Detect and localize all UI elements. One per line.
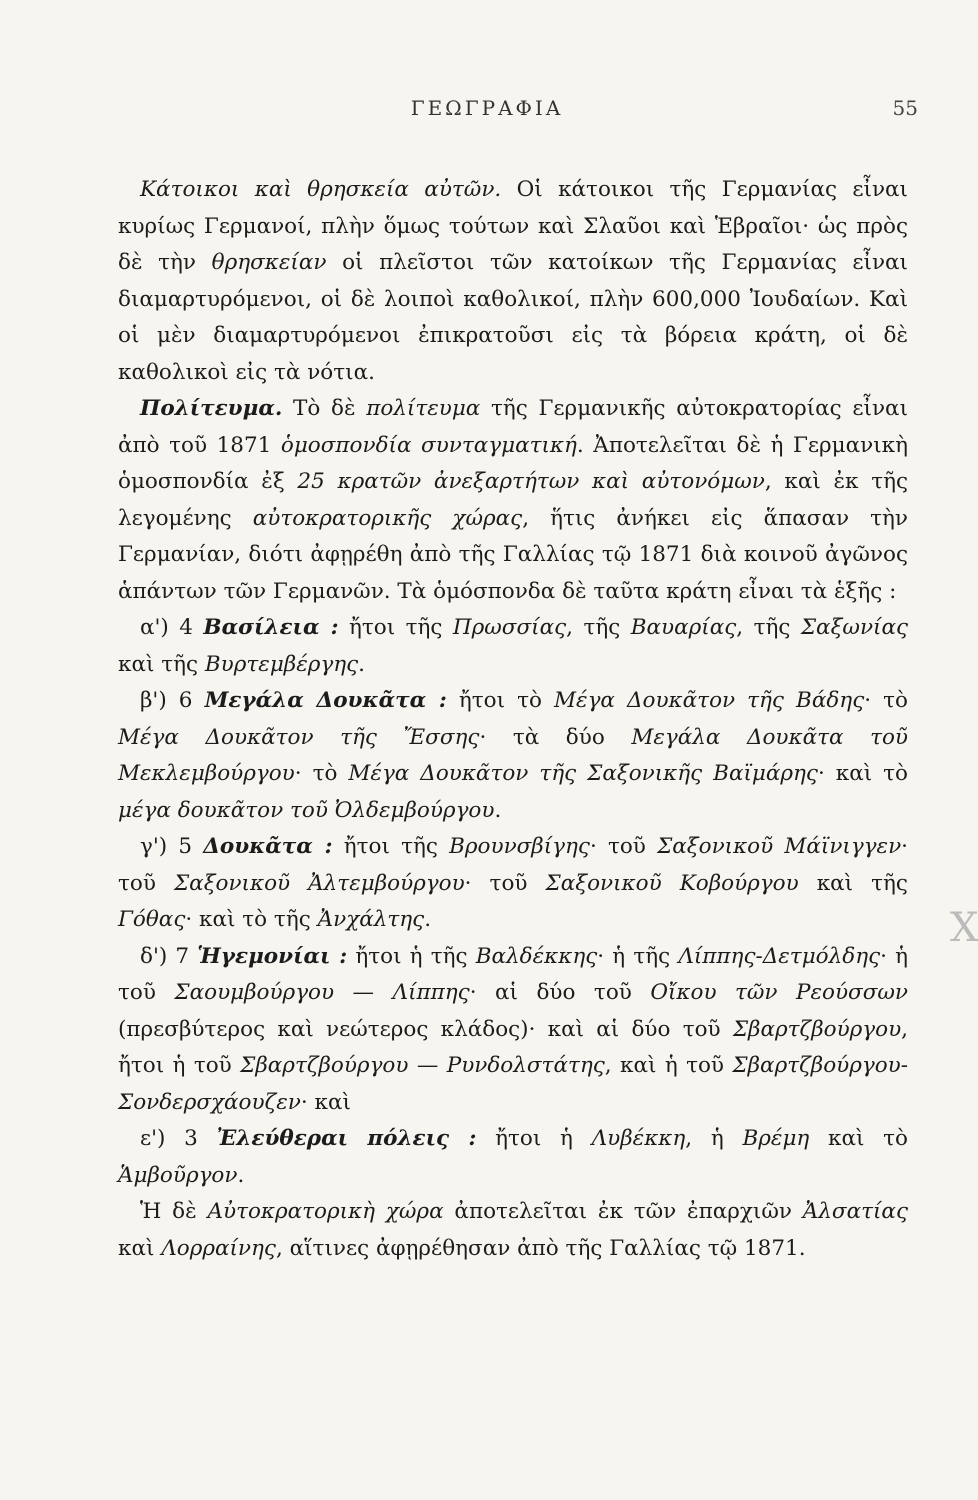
margin-mark: X bbox=[950, 905, 978, 951]
section-lead-inhabitants: Κάτοικοι καὶ θρησκεία αὐτῶν. bbox=[140, 177, 502, 202]
text-run: · τοῦ bbox=[464, 870, 546, 896]
bold-italic-run: Μεγάλα Δουκᾶτα : bbox=[204, 688, 447, 713]
italic-run: Βαλδέκκης bbox=[475, 943, 598, 969]
italic-run: ὁμοσπονδία συνταγματική bbox=[280, 432, 577, 458]
italic-run: πολίτευμα bbox=[366, 396, 481, 421]
page-number: 55 bbox=[892, 96, 918, 120]
italic-run: θρησκείαν bbox=[211, 250, 327, 275]
italic-run: Μέγα Δουκᾶτον τῆς Σαξονικῆς Βαϊμάρης bbox=[348, 761, 818, 786]
text-run: · τοῦ bbox=[118, 834, 908, 896]
paragraph-imperial-territory bbox=[118, 1194, 908, 1267]
text-run: α') 4 bbox=[140, 615, 204, 640]
italic-run: μέγα δουκᾶτον τοῦ Ὀλδεμβούργου bbox=[118, 797, 495, 823]
text-run: ἤτοι τὸ bbox=[446, 688, 555, 713]
italic-run: Αὐτοκρατορικὴ χώρα bbox=[207, 1199, 444, 1224]
text-run: . bbox=[494, 797, 502, 823]
italic-run: Σβαρτζβούργου bbox=[732, 1016, 902, 1042]
text-run: καὶ τὸ bbox=[809, 1126, 908, 1151]
text-run: · καὶ τὸ bbox=[817, 761, 908, 786]
body-text bbox=[118, 172, 908, 1267]
text-run: . bbox=[358, 651, 366, 677]
text-run: · ἡ τῆς bbox=[597, 943, 679, 969]
running-title: ΓΕΩΓΡΑΦΙΑ bbox=[410, 96, 564, 120]
text-run: οἱ πλεῖστοι τῶν κατοίκων τῆς Γερμανίας εἶναι διαμαρτυρόμενοι, οἱ δὲ λοιποὶ καθολικοί, πλὴν 600,000 Ἰουδαίων. Καὶ οἱ μὲν διαμαρτυρόμενοι ἐπικρατοῦσι εἰς τὰ βόρεια κράτη, οἱ δὲ καθολικοὶ εἰς τὰ νότια. bbox=[118, 250, 908, 385]
list-item-principalities bbox=[118, 939, 908, 1122]
paragraph-inhabitants bbox=[118, 172, 908, 391]
text-run: , ἤτοι ἡ τοῦ bbox=[118, 1016, 908, 1078]
text-run: · τὸ bbox=[864, 688, 908, 713]
list-item-grand-duchies bbox=[118, 683, 908, 829]
text-run: · καὶ τὸ τῆς bbox=[185, 907, 318, 932]
bold-italic-run: Ἐλεύθεραι πόλεις : bbox=[216, 1126, 477, 1151]
text-run: ἤτοι ἡ τῆς bbox=[347, 943, 476, 969]
text-run: (πρεσβύτερος καὶ νεώτερος κλάδος)· καὶ αἱ δύο τοῦ bbox=[118, 1016, 733, 1042]
text-run: . bbox=[237, 1162, 245, 1188]
list-item-kingdoms bbox=[118, 610, 908, 683]
text-run: ἤτοι ἡ bbox=[476, 1126, 592, 1151]
paragraph-polity bbox=[118, 391, 908, 610]
text-run: καὶ bbox=[118, 1235, 162, 1261]
italic-run: Λυβέκκη bbox=[591, 1126, 686, 1151]
italic-run: αὐτοκρατορικῆς χώρας bbox=[252, 505, 523, 531]
italic-run: Ἀλσατίας bbox=[802, 1199, 908, 1224]
italic-run: Πρωσσίας bbox=[452, 615, 567, 640]
italic-run: Γόθας bbox=[118, 907, 186, 932]
italic-run: Σβαρτζβούργου — Ρυνδολστάτης bbox=[240, 1053, 605, 1078]
italic-run: Βαυαρίας bbox=[630, 615, 737, 640]
italic-run: Βυρτεμβέργης bbox=[204, 651, 359, 677]
section-lead-polity: Πολίτευμα. bbox=[140, 396, 283, 421]
bold-italic-run: Βασίλεια : bbox=[203, 615, 339, 640]
text-run: Οἱ κάτοικοι τῆς Γερμανίας εἶναι κυρίως Γερμανοί, πλὴν ὅμως τούτων καὶ Σλαῦοι καὶ Ἑβραῖοι· ὡς πρὸς δὲ τὴν bbox=[118, 177, 908, 275]
text-run: τῆς Γερμανικῆς αὐτοκρατορίας εἶναι ἀπὸ τοῦ 1871 bbox=[118, 396, 908, 458]
text-run: , ἡ bbox=[685, 1126, 743, 1151]
bold-italic-run: Δουκᾶτα : bbox=[203, 834, 333, 859]
bold-italic-run: Ἡγεμονίαι : bbox=[197, 943, 348, 969]
italic-run: Λορραίνης bbox=[161, 1235, 276, 1261]
italic-run: Μέγα Δουκᾶτον τῆς Βάδης bbox=[554, 688, 865, 713]
text-run: · τὸ bbox=[294, 761, 349, 786]
italic-run: Σαξονικοῦ Κοβούργου bbox=[545, 870, 799, 896]
page-header bbox=[0, 96, 974, 136]
italic-run: Σβαρτζβούργου-Σονδερσχάουζεν bbox=[118, 1053, 908, 1115]
text-run: Τὸ δὲ bbox=[282, 396, 367, 421]
italic-run: Σαουμβούργου — Λίππης bbox=[174, 980, 470, 1005]
text-run: Ἡ δὲ bbox=[140, 1199, 208, 1224]
text-run: · τὰ δύο bbox=[479, 724, 632, 750]
text-run: , τῆς bbox=[566, 615, 631, 640]
italic-run: Βρέμη bbox=[742, 1126, 810, 1151]
text-run: . Ἀποτελεῖται δὲ ἡ Γερμανικὴ ὁμοσπονδία ἐξ bbox=[118, 432, 908, 494]
italic-run: Οἴκου τῶν Ρεούσσων bbox=[650, 980, 908, 1005]
text-run: γ') 5 bbox=[140, 834, 204, 859]
italic-run: Ἁμβοῦργον bbox=[118, 1162, 238, 1188]
italic-run: Σαξονικοῦ Ἀλτεμβούργου bbox=[173, 870, 465, 896]
text-run: . bbox=[424, 907, 432, 932]
text-run: , τῆς bbox=[736, 615, 801, 640]
text-run: , ἥτις ἀνήκει εἰς ἅπασαν τὴν Γερμανίαν, διότι ἀφῃρέθη ἀπὸ τῆς Γαλλίας τῷ 1871 διὰ κοινοῦ ἀγῶνος ἁπάντων τῶν Γερμανῶν. Τὰ ὁμόσπονδα δὲ ταῦτα κράτη εἶναι τὰ ἑξῆς : bbox=[118, 505, 908, 604]
italic-run: Μέγα Δουκᾶτον τῆς Ἔσσης bbox=[118, 724, 480, 750]
text-run: , αἵτινες ἀφῃρέθησαν ἀπὸ τῆς Γαλλίας τῷ 1871. bbox=[275, 1235, 806, 1261]
text-run: ἤτοι τῆς bbox=[338, 615, 453, 640]
text-run: , καὶ ἡ τοῦ bbox=[604, 1053, 733, 1078]
text-run: · καὶ bbox=[300, 1089, 351, 1115]
text-run: καὶ τῆς bbox=[118, 651, 205, 677]
italic-run: Ἀνχάλτης bbox=[317, 907, 425, 932]
italic-run: Βρουνσβίγης bbox=[449, 834, 590, 859]
italic-run: Μεγάλα Δουκᾶτα τοῦ Μεκλεμβούργου bbox=[118, 724, 908, 786]
italic-run: Λίππης-Δετμόλδης bbox=[678, 943, 881, 969]
text-run: καὶ τῆς bbox=[798, 870, 908, 896]
italic-run: Σαξωνίας bbox=[800, 615, 909, 640]
text-run: ἀποτελεῖται ἐκ τῶν ἐπαρχιῶν bbox=[443, 1199, 803, 1224]
list-item-duchies bbox=[118, 829, 908, 939]
text-run: β') 6 bbox=[140, 688, 205, 713]
list-item-free-cities bbox=[118, 1121, 908, 1194]
text-run: · τοῦ bbox=[589, 834, 658, 859]
italic-run: Σαξονικοῦ Μάϊνιγγεν bbox=[657, 834, 902, 859]
italic-run: 25 κρατῶν ἀνεξαρτήτων καὶ αὐτονόμων bbox=[297, 469, 765, 494]
text-run: · αἱ δύο τοῦ bbox=[469, 980, 651, 1005]
text-run: ε') 3 bbox=[140, 1126, 217, 1151]
text-run: δ') 7 bbox=[140, 943, 198, 969]
text-run: · ἡ τοῦ bbox=[118, 943, 909, 1005]
text-run: ἤτοι τῆς bbox=[332, 834, 450, 859]
text-run: , καὶ ἐκ τῆς λεγομένης bbox=[118, 469, 909, 531]
